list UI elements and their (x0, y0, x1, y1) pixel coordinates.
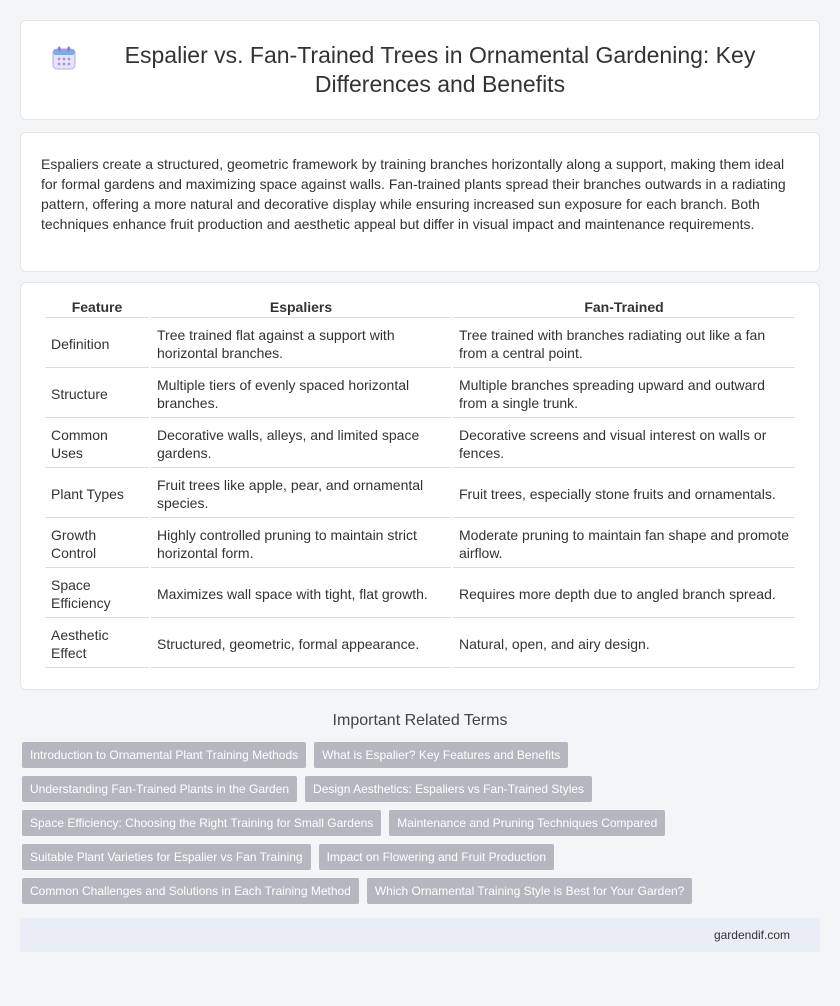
table-row (45, 620, 795, 668)
comparison-table-card (20, 282, 820, 690)
related-term-tag[interactable]: Introduction to Ornamental Plant Training Methods (22, 742, 306, 768)
fan-trained-cell: Fruit trees, especially stone fruits and ornamentals. (453, 470, 795, 518)
fan-trained-cell: Multiple branches spreading upward and outward from a single trunk. (453, 370, 795, 418)
header-espaliers: Espaliers (151, 295, 451, 318)
comparison-table (43, 293, 797, 670)
feature-cell: Space Efficiency (45, 570, 149, 618)
table-header-row (45, 295, 795, 318)
espalier-cell: Maximizes wall space with tight, flat growth. (151, 570, 451, 618)
feature-cell: Growth Control (45, 520, 149, 568)
fan-trained-cell: Decorative screens and visual interest on walls or fences. (453, 420, 795, 468)
feature-cell: Aesthetic Effect (45, 620, 149, 668)
feature-cell: Structure (45, 370, 149, 418)
tag-row (22, 776, 818, 802)
site-name[interactable]: gardendif.com (713, 928, 790, 942)
related-term-tag[interactable]: Impact on Flowering and Fruit Production (319, 844, 554, 870)
header-fan-trained: Fan-Trained (453, 295, 795, 318)
related-term-tag[interactable]: What is Espalier? Key Features and Benefits (314, 742, 568, 768)
related-terms-list (0, 742, 840, 904)
related-term-tag[interactable]: Space Efficiency: Choosing the Right Training for Small Gardens (22, 810, 381, 836)
table-row (45, 570, 795, 618)
espalier-cell: Multiple tiers of evenly spaced horizontal branches. (151, 370, 451, 418)
tag-row (22, 742, 818, 768)
table-row (45, 520, 795, 568)
header-feature: Feature (45, 295, 149, 318)
table-row (45, 470, 795, 518)
related-term-tag[interactable]: Design Aesthetics: Espaliers vs Fan-Trained Styles (305, 776, 592, 802)
related-term-tag[interactable]: Understanding Fan-Trained Plants in the Garden (22, 776, 297, 802)
table-row (45, 420, 795, 468)
page-title: Espalier vs. Fan-Trained Trees in Ornamental Gardening: Key Differences and Benefits (124, 42, 756, 97)
intro-paragraph: Espaliers create a structured, geometric framework by training branches horizontally along a support, making them ideal for formal gardens and maximizing space against walls. Fan-trained plants spread their branches outwards in a radiating pattern, offering a more natural and decorative display while ensuring increased sun exposure for each branch. Both techniques enhance fruit production and aesthetic appeal but differ in visual impact and maintenance requirements. (20, 132, 820, 272)
tag-row (22, 844, 818, 870)
page-footer (20, 918, 820, 952)
calendar-icon (51, 45, 77, 71)
tag-row (22, 810, 818, 836)
espalier-cell: Highly controlled pruning to maintain strict horizontal form. (151, 520, 451, 568)
espalier-cell: Decorative walls, alleys, and limited space gardens. (151, 420, 451, 468)
fan-trained-cell: Natural, open, and airy design. (453, 620, 795, 668)
feature-cell: Plant Types (45, 470, 149, 518)
related-term-tag[interactable]: Common Challenges and Solutions in Each Training Method (22, 878, 359, 904)
related-term-tag[interactable]: Suitable Plant Varieties for Espalier vs Fan Training (22, 844, 311, 870)
related-term-tag[interactable]: Which Ornamental Training Style is Best for Your Garden? (367, 878, 693, 904)
tag-row (22, 878, 818, 904)
related-term-tag[interactable]: Maintenance and Pruning Techniques Compared (389, 810, 665, 836)
feature-cell: Common Uses (45, 420, 149, 468)
espalier-cell: Fruit trees like apple, pear, and ornamental species. (151, 470, 451, 518)
table-row (45, 370, 795, 418)
related-terms-title: Important Related Terms (332, 712, 508, 729)
espalier-cell: Tree trained flat against a support with horizontal branches. (151, 320, 451, 368)
feature-cell: Definition (45, 320, 149, 368)
table-row (45, 320, 795, 368)
page-header (20, 20, 820, 120)
fan-trained-cell: Moderate pruning to maintain fan shape and promote airflow. (453, 520, 795, 568)
fan-trained-cell: Tree trained with branches radiating out like a fan from a central point. (453, 320, 795, 368)
espalier-cell: Structured, geometric, formal appearance. (151, 620, 451, 668)
fan-trained-cell: Requires more depth due to angled branch spread. (453, 570, 795, 618)
